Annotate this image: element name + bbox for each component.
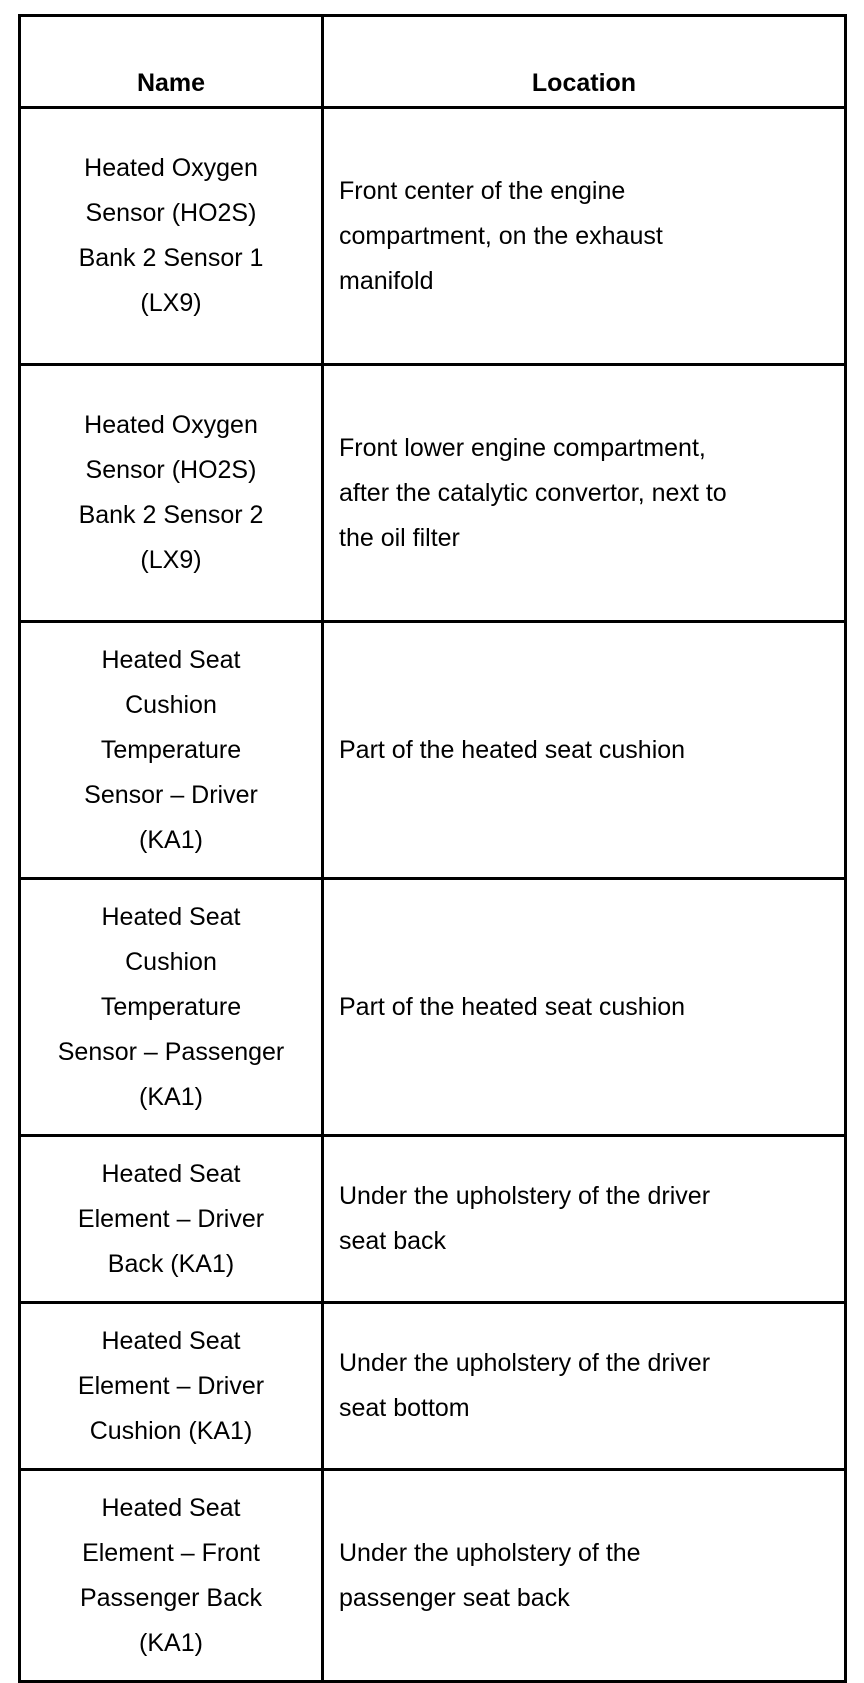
component-location-cell [323,365,846,622]
component-name-cell [20,108,323,365]
location-column-header: Location [323,16,846,108]
component-location-table [18,14,847,1683]
component-location-line: Under the upholstery of the driver [339,1182,711,1210]
component-name-cell [20,1470,323,1682]
component-name-line: Heated Seat [101,1493,241,1522]
component-name-line: Element – Front [82,1538,260,1567]
component-name-line: Heated Seat [101,902,241,931]
component-name-line: (KA1) [139,1628,203,1657]
table-row [20,1303,846,1470]
component-location-cell [323,879,846,1136]
table-row [20,879,846,1136]
component-location-line: Front center of the engine [339,176,626,205]
component-location-line: Part of the heated seat cushion [339,992,686,1021]
component-name-line: Passenger Back [79,1583,263,1612]
component-name-line: Element – Driver [77,1204,265,1233]
table-row [20,622,846,879]
component-name-line: Element – Driver [77,1371,265,1400]
component-location-line: seat back [339,1227,447,1255]
component-name-line: Cushion [125,947,217,976]
component-location-line: the oil filter [339,523,460,552]
component-name-line: (KA1) [139,825,203,854]
component-location-cell [323,1303,846,1470]
component-name-line: Heated Seat [101,645,241,674]
component-name-cell [20,365,323,622]
component-name-line: Bank 2 Sensor 1 [78,244,264,272]
table-row [20,365,846,622]
component-name-line: Heated Seat [101,1326,241,1355]
component-name-line: Sensor (HO2S) [85,456,257,484]
component-location-line: seat bottom [339,1394,470,1422]
component-name-line: Sensor – Driver [84,780,258,809]
component-name-line: Cushion [125,690,217,719]
component-location-cell [323,1470,846,1682]
component-name-line: (LX9) [140,546,202,574]
component-name-cell [20,879,323,1136]
component-name-line: Sensor (HO2S) [85,199,257,227]
component-location-line: Part of the heated seat cushion [339,735,686,764]
component-location-cell [323,108,846,365]
name-column-header: Name [20,16,323,108]
component-location-line: compartment, on the exhaust [339,221,663,250]
component-name-line: (KA1) [139,1082,203,1111]
component-name-line: Cushion (KA1) [89,1416,253,1445]
component-location-line: Under the upholstery of the driver [339,1349,711,1377]
component-location-line: passenger seat back [339,1583,570,1612]
component-name-cell [20,622,323,879]
table-row [20,1136,846,1303]
component-name-line: Sensor – Passenger [57,1037,285,1066]
component-name-line: Heated Oxygen [84,154,258,182]
component-location-cell [323,1136,846,1303]
component-name-line: Heated Oxygen [84,411,258,439]
component-name-cell [20,1303,323,1470]
component-name-line: Temperature [100,735,242,764]
table-row [20,108,846,365]
component-location-line: Under the upholstery of the [339,1538,641,1567]
component-name-line: (LX9) [140,289,202,317]
component-location-line: Front lower engine compartment, [339,433,706,462]
component-name-line: Temperature [100,992,242,1021]
component-name-cell [20,1136,323,1303]
component-location-line: after the catalytic convertor, next to [339,478,727,507]
table-row [20,1470,846,1682]
component-name-line: Back (KA1) [107,1249,235,1278]
table-header-row [20,16,846,108]
component-location-line: manifold [339,266,434,295]
component-name-line: Bank 2 Sensor 2 [78,501,264,529]
component-name-line: Heated Seat [101,1159,241,1188]
component-location-cell [323,622,846,879]
